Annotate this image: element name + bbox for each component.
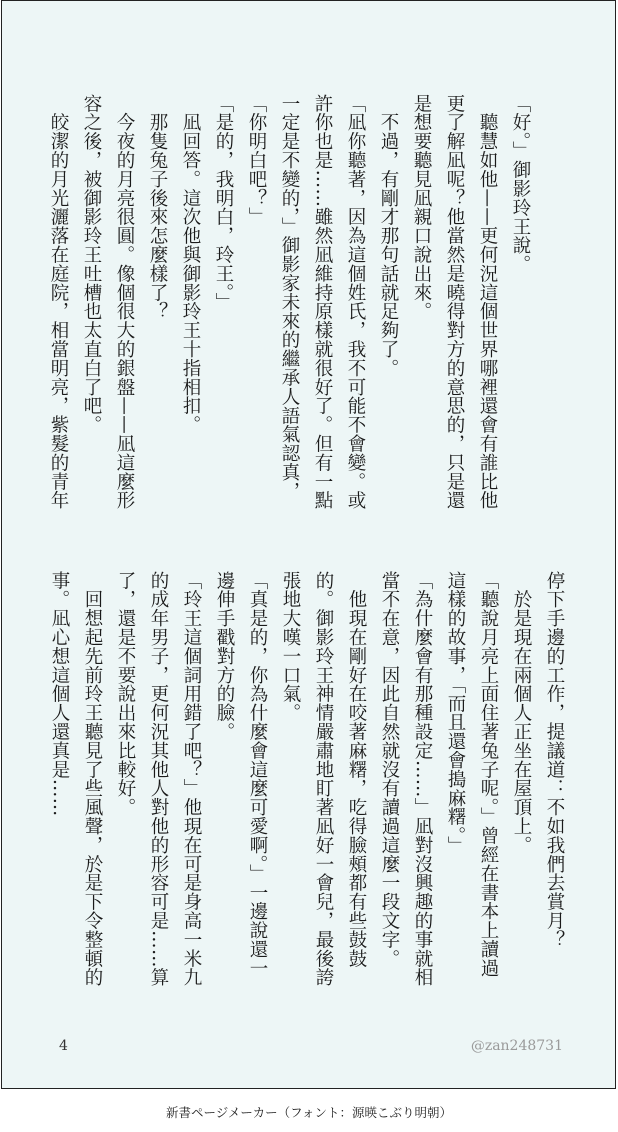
paragraph: 「玲王這個詞用錯了吧？」他現在可是身高一米九的成年男子，更何況其他人對他的形容可是……算了，還是不要說出來比較好。 bbox=[115, 571, 202, 987]
paragraph: 回想起先前玲王聽見了些風聲，於是下令整頓的事。凪心想這個人還真是…… bbox=[49, 571, 103, 987]
book-page bbox=[1, 0, 616, 1089]
paragraph: 「好。」御影玲王說。 bbox=[510, 94, 531, 274]
top-text-block bbox=[48, 94, 537, 514]
bottom-text-block bbox=[49, 571, 571, 991]
generator-credit: 新書ページメーカー（フォント：源暎こぶり明朝） bbox=[165, 1105, 452, 1120]
paragraph: 「是的，我明白，玲王。」 bbox=[213, 94, 234, 312]
paragraph: 「真是的，你為什麼會這麼可愛啊。」一邊說還一邊伸手戳對方的臉。 bbox=[214, 571, 268, 978]
paragraph: 停下手邊的工作，提議道：不如我們去賞月？ bbox=[544, 571, 565, 949]
paragraph: 聽慧如他——更何況這個世界哪裡還會有誰比他更了解凪呢？他當然是曉得對方的意思的，只是還是想要聽見凪親口說出來。 bbox=[411, 94, 498, 510]
paragraph: 「為什麼會有那種設定……」凪對沒興趣的事就相當不在意，因此自然就沒有讀過這麼一段文字。 bbox=[379, 571, 433, 987]
paragraph: 「凪你聽著，因為這個姓氏，我不可能不會變。或許你也是……雖然凪維持原樣就很好了。但有一點一定是不變的，」御影家未來的繼承人語氣認真，「你明白吧？」 bbox=[246, 94, 366, 510]
paragraph: 皎潔的月光灑落在庭院，相當明亮，紫髮的青年 bbox=[48, 94, 69, 510]
paragraph: 凪回答。這次他與御影玲王十指相扣。 bbox=[180, 94, 201, 435]
paragraph: 於是現在兩個人正坐在屋頂上。 bbox=[511, 571, 532, 855]
paragraph: 今夜的月亮很圓。像個很大的銀盤——凪這麼形容之後，被御影玲王吐槽也太直白了吧。 bbox=[81, 94, 135, 510]
paragraph: 不過，有剛才那句話就足夠了。 bbox=[378, 94, 399, 378]
paragraph: 「聽說月亮上面住著兔子呢。」曾經在書本上讀過這樣的故事，「而且還會搗麻糬。」 bbox=[445, 571, 499, 978]
author-handle: @zan248731 bbox=[470, 1038, 563, 1054]
paragraph: 那隻兔子後來怎麼樣了？ bbox=[147, 94, 168, 321]
paragraph: 他現在剛好在咬著麻糬，吃得臉頰都有些鼓鼓的。御影玲王神情嚴肅地盯著凪好一會兒，最後誇張地大嘆一口氣。 bbox=[280, 571, 367, 987]
page-number: 4 bbox=[59, 1038, 68, 1054]
